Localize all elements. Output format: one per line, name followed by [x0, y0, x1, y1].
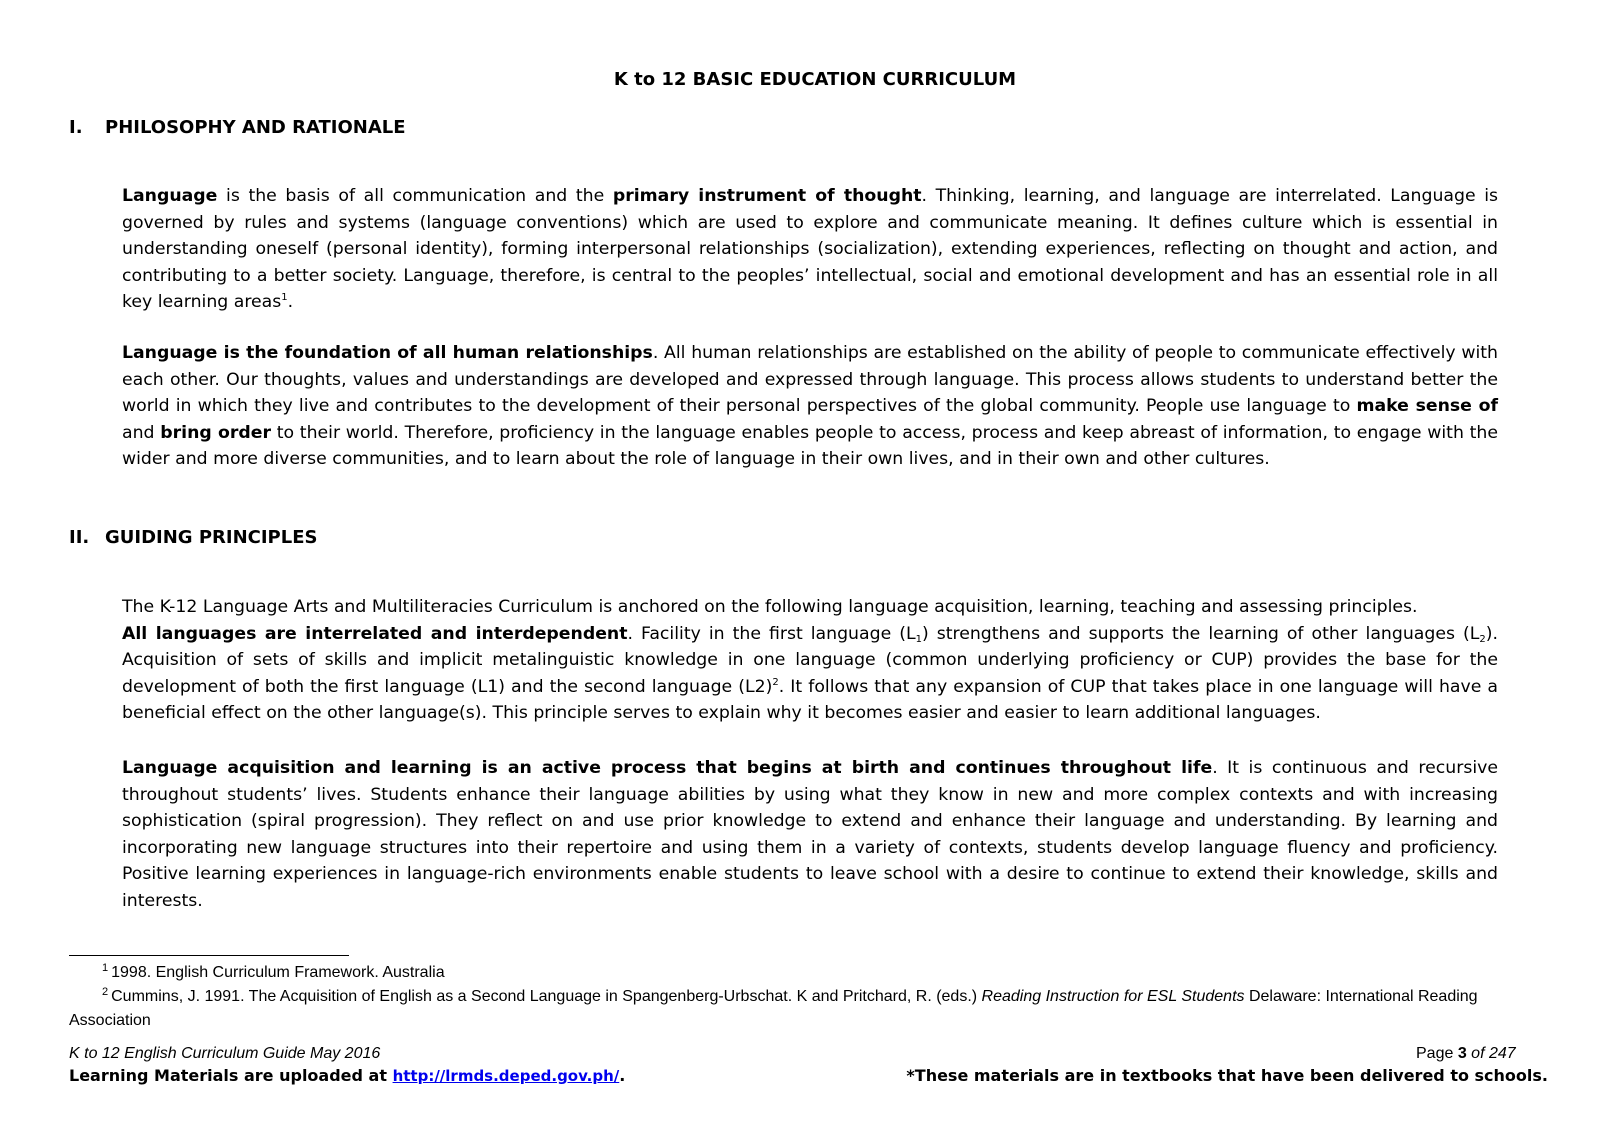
footnote-mark: 1 [102, 962, 109, 974]
footnote-2 [69, 985, 1529, 1033]
section-heading-guiding-principles [69, 527, 317, 548]
page-label: Page [1416, 1045, 1458, 1062]
page-current: 3 [1457, 1045, 1467, 1062]
lrmds-link[interactable]: http://lrmds.deped.gov.ph/ [392, 1067, 620, 1085]
footnote-divider [69, 955, 349, 956]
paragraph-text: and [122, 422, 161, 443]
uploaded-end: . [619, 1066, 626, 1085]
document-title: K to 12 BASIC EDUCATION CURRICULUM [613, 69, 1017, 90]
bold-text: bring order [160, 422, 271, 443]
paragraph-active-process [122, 755, 1498, 914]
uploaded-label: Learning Materials are uploaded at [69, 1066, 393, 1085]
paragraph-text: . It follows that any expansion of CUP that takes place in one language will have a beneficial effect on the other language(s). This principle serves to explain why it becomes easier and easier to learn additional languages. [122, 676, 1498, 723]
section-heading-philosophy [69, 117, 406, 138]
footnote-ref-1[interactable]: 1 [281, 292, 288, 303]
footer-textbook-note: *These materials are in textbooks that have been delivered to schools. [906, 1066, 1548, 1085]
subscript: 2 [1479, 633, 1486, 645]
page-total: of 247 [1466, 1045, 1516, 1062]
paragraph-text: . Thinking, learning, and language are interrelated. Language is governed by rules and systems (language conventions) which are used to explore and communicate meaning. It defines culture which is essential in understanding oneself (personal identity), forming interpersonal relationships (socialization), extending experiences, reflecting on thought and action, and contributing to a better society. Language, therefore, is central to the peoples’ intellectual, social and emotional development and has an essential role in all key learning areas [122, 186, 1499, 312]
section-number: I. [69, 117, 83, 138]
footnote-text: Cummins, J. 1991. The Acquisition of English as a Second Language in Spangenberg-Urbschat. K and Pritchard, R. (eds.) [111, 988, 982, 1005]
footer-page-number [1416, 1044, 1516, 1064]
paragraph-text: ). Acquisition of sets of skills and implicit metalinguistic knowledge in one language (common underlying proficiency or CUP) provides the base for the development of both the first language (L1) and the second language (L2) [122, 623, 1498, 697]
subscript: 1 [915, 633, 922, 645]
bold-text: make sense of [1356, 396, 1498, 416]
footer-guide-title: K to 12 English Curriculum Guide May 2016 [69, 1045, 381, 1062]
bold-text: Language acquisition and learning is an active process that begins at birth and continues throughout life [122, 758, 1213, 778]
paragraph-text: . Facility in the first language (L [627, 623, 916, 644]
footer-uploaded [69, 1066, 625, 1086]
section-number: II. [69, 527, 90, 548]
paragraph-text: to their world. Therefore, proficiency in the language enables people to access, process and keep abreast of information, to engage with the wider and more diverse communities, and to learn about the role of language in their own lives, and in their own and other cultures. [122, 422, 1498, 469]
section-title: PHILOSOPHY AND RATIONALE [105, 117, 406, 138]
bold-text: Language is the foundation of all human relationships [122, 343, 653, 363]
paragraph-language-basis [122, 183, 1498, 316]
footnote-1 [102, 961, 445, 985]
paragraph-text: . All human relationships are established on the ability of people to communicate effectively with each other. Our thoughts, values and understandings are developed and expressed through language. This process allows students to understand better the world in which they live and contributes to the development of their personal perspectives of the global community. People use language to [122, 343, 1498, 416]
bold-text: primary instrument of thought [612, 186, 922, 206]
bold-text: All languages are interrelated and interdependent [122, 623, 628, 644]
paragraph-guiding-principles [122, 594, 1498, 727]
paragraph-human-relationships [122, 340, 1498, 473]
paragraph-text: . It is continuous and recursive throughout students’ lives. Students enhance their language abilities by using what they know in new and more complex contexts and with increasing sophistication (spiral progression). They reflect on and use prior knowledge to extend and enhance their language and understanding. By learning and incorporating new language structures into their repertoire and using them in a variety of contexts, students develop language fluency and proficiency. Positive learning experiences in language-rich environments enable students to leave school with a desire to continue to extend their knowledge, skills and interests. [122, 758, 1498, 911]
intro-text: The K-12 Language Arts and Multiliteracies Curriculum is anchored on the following language acquisition, learning, teaching and assessing principles. [122, 597, 1418, 617]
footnote-text: Delaware: International Reading Association [69, 988, 1478, 1029]
paragraph-text: ) strengthens and supports the learning of other languages (L [921, 623, 1480, 644]
paragraph-text: is the basis of all communication and the [217, 186, 613, 206]
footnote-ref-2[interactable]: 2 [772, 676, 779, 688]
bold-text: Language [122, 186, 218, 206]
paragraph-text: . [287, 292, 294, 312]
footnote-mark: 2 [102, 986, 109, 998]
footnote-italic-title: Reading Instruction for ESL Students [981, 988, 1245, 1005]
footnote-text: 1998. English Curriculum Framework. Australia [111, 964, 445, 981]
section-title: GUIDING PRINCIPLES [105, 527, 318, 548]
